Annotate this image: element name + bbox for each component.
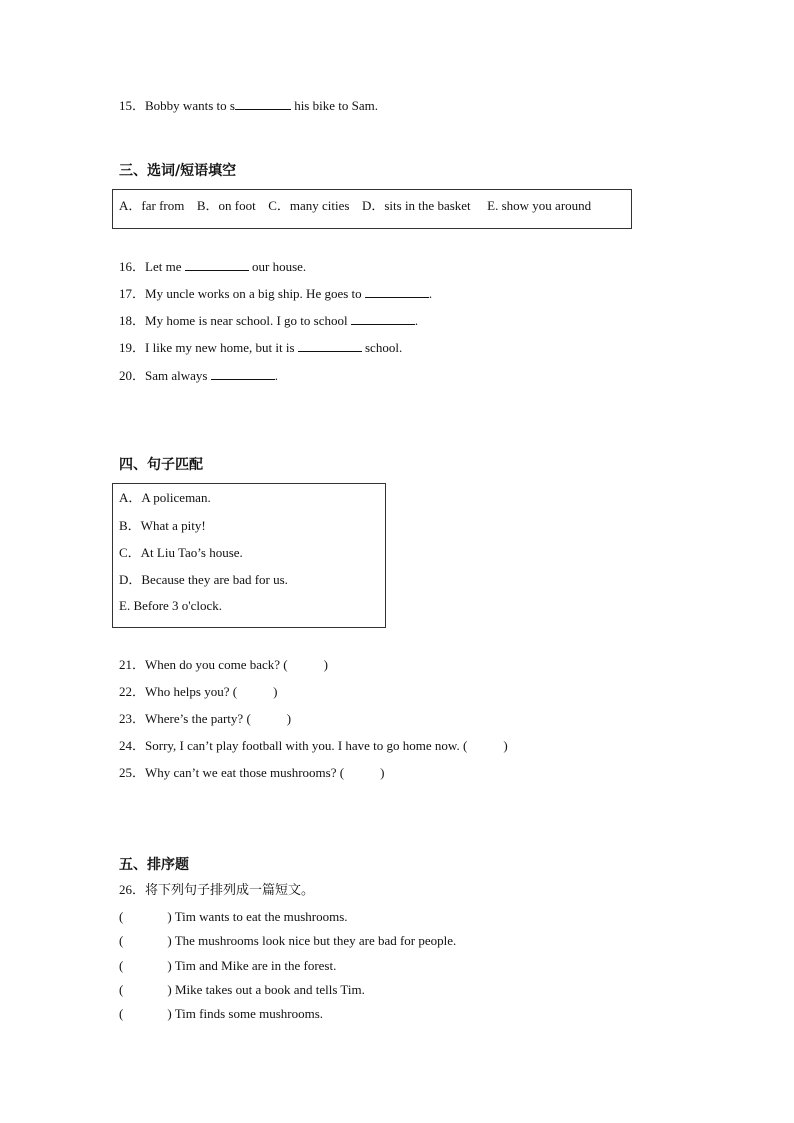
answer-blank[interactable] (298, 339, 362, 352)
question-number: 16． (119, 259, 146, 274)
option-d: D．sits in the basket (361, 198, 471, 213)
question-26 (119, 882, 314, 899)
question-19 (119, 339, 402, 356)
question-20 (119, 367, 278, 384)
close-paren: ) (273, 684, 278, 699)
question-text: Sorry, I can’t play football with you. I have to go home now. ( (145, 738, 468, 753)
question-text: I like my new home, but it is (145, 340, 298, 355)
match-option-a: A．A policeman. (119, 490, 211, 505)
match-option-e: E. Before 3 o'clock. (119, 598, 223, 613)
order-item-1 (119, 909, 348, 925)
word-bank-options (119, 198, 591, 214)
sentence: Mike takes out a book and tells Tim. (171, 982, 365, 997)
section-3-title: 三、选词/短语填空 (119, 163, 237, 179)
question-17 (119, 285, 432, 302)
question-text: Who helps you? ( (145, 684, 238, 699)
question-25 (119, 765, 384, 781)
order-item-2 (119, 933, 456, 949)
open-paren: ( (119, 958, 124, 973)
sentence: Tim finds some mushrooms. (171, 1006, 324, 1021)
open-paren: ( (119, 933, 124, 948)
question-text: . (414, 313, 419, 328)
question-number: 26． (119, 882, 146, 897)
order-item-4 (119, 982, 365, 998)
question-number: 24． (119, 738, 146, 753)
question-21 (119, 657, 328, 673)
question-text: My uncle works on a big ship. He goes to (145, 286, 365, 301)
close-paren: ) (286, 711, 292, 726)
answer-blank[interactable] (211, 367, 275, 380)
question-text: My home is near school. I go to school (145, 313, 351, 328)
order-item-3 (119, 958, 336, 974)
close-paren: ) (323, 657, 328, 672)
close-paren: ) (167, 958, 172, 973)
question-text: . (274, 368, 278, 383)
option-c: C．many cities (268, 198, 350, 213)
answer-blank[interactable] (185, 258, 249, 271)
question-text: When do you come back? ( (145, 657, 288, 672)
question-number: 25． (119, 765, 146, 780)
question-text: Sam always (145, 368, 211, 383)
match-option-c: C．At Liu Tao’s house. (119, 545, 243, 560)
question-text: his bike to Sam. (290, 98, 378, 113)
question-number: 20． (119, 368, 146, 383)
question-text: school. (361, 340, 403, 355)
option-b: B．on foot (196, 198, 256, 213)
question-22 (119, 684, 277, 700)
close-paren: ) (167, 933, 172, 948)
open-paren: ( (119, 909, 124, 924)
question-number: 21． (119, 657, 146, 672)
close-paren: ) (167, 1006, 172, 1021)
question-text: Bobby wants to s (145, 98, 235, 113)
question-number: 19． (119, 340, 146, 355)
question-16 (119, 258, 306, 275)
sentence: The mushrooms look nice but they are bad for people. (171, 933, 457, 948)
question-23 (119, 711, 291, 727)
close-paren: ) (167, 909, 172, 924)
question-text: Let me (145, 259, 185, 274)
question-number: 15． (119, 98, 146, 113)
close-paren: ) (167, 982, 172, 997)
question-text: our house. (248, 259, 307, 274)
answer-blank[interactable] (235, 97, 291, 110)
sentence: Tim wants to eat the mushrooms. (171, 909, 348, 924)
answer-blank[interactable] (365, 285, 429, 298)
question-text: Why can’t we eat those mushrooms? ( (145, 765, 345, 780)
question-text: . (428, 286, 433, 301)
question-number: 17． (119, 286, 146, 301)
question-number: 22． (119, 684, 146, 699)
order-item-5 (119, 1006, 323, 1022)
open-paren: ( (119, 982, 124, 997)
question-number: 18． (119, 313, 146, 328)
open-paren: ( (119, 1006, 124, 1021)
question-text: 将下列句子排列成一篇短文。 (145, 883, 315, 898)
section-4-title: 四、句子匹配 (119, 457, 203, 473)
close-paren: ) (380, 765, 385, 780)
match-option-b: B．What a pity! (119, 518, 206, 533)
answer-blank[interactable] (351, 312, 415, 325)
sentence: Tim and Mike are in the forest. (171, 958, 337, 973)
question-number: 23． (119, 711, 146, 726)
option-a: A．far from (119, 198, 185, 213)
question-text: Where’s the party? ( (145, 711, 251, 726)
question-24 (119, 738, 508, 754)
match-option-d: D．Because they are bad for us. (119, 572, 288, 587)
question-15 (119, 97, 378, 114)
close-paren: ) (503, 738, 508, 753)
section-5-title: 五、排序题 (119, 857, 189, 873)
option-e: E. show you around (487, 198, 592, 213)
question-18 (119, 312, 418, 329)
